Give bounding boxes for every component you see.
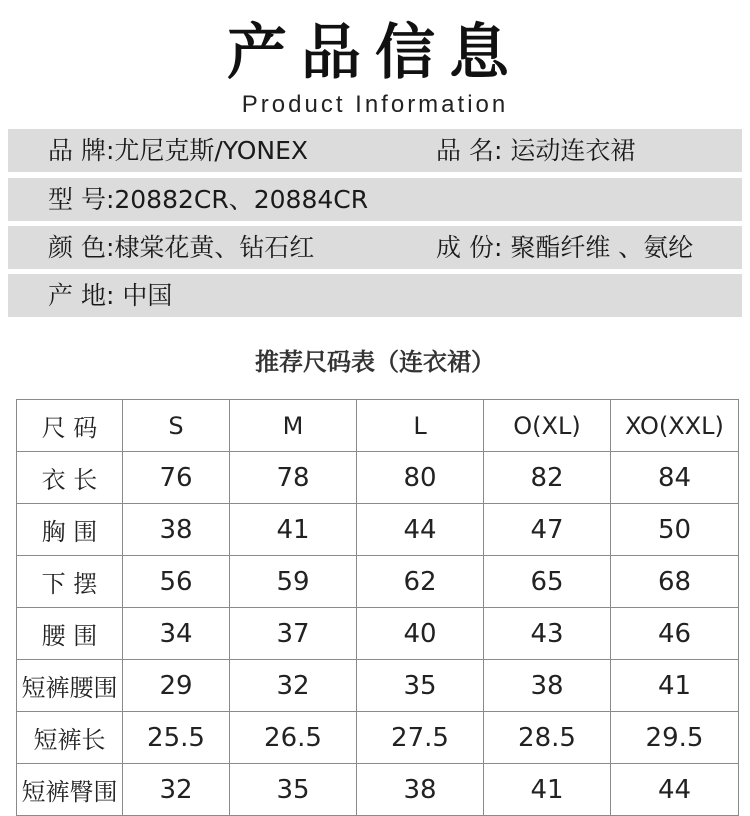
table-cell: 41 xyxy=(230,504,357,556)
page-subtitle: Product Information xyxy=(241,91,509,118)
table-cell: 62 xyxy=(357,556,484,608)
brand-text: 品 牌:尤尼克斯/YONEX xyxy=(48,136,308,165)
table-cell: 27.5 xyxy=(357,712,484,764)
table-cell: 37 xyxy=(230,608,357,660)
table-cell: 46 xyxy=(611,608,739,660)
table-cell: 32 xyxy=(123,764,230,816)
table-cell: 65 xyxy=(484,556,611,608)
header-cell: 尺 码 xyxy=(17,400,123,452)
table-cell: 50 xyxy=(611,504,739,556)
header-cell: S xyxy=(123,400,230,452)
size-chart-table xyxy=(16,399,739,816)
table-cell: 28.5 xyxy=(484,712,611,764)
origin-text: 产 地: 中国 xyxy=(48,281,173,310)
table-row xyxy=(17,504,739,556)
table-row xyxy=(17,608,739,660)
table-row xyxy=(17,712,739,764)
material-text: 成 份: 聚酯纤维 、氨纶 xyxy=(436,233,694,262)
table-cell: 40 xyxy=(357,608,484,660)
header-cell: XO(XXL) xyxy=(611,400,739,452)
table-cell: 47 xyxy=(484,504,611,556)
header-cell: L xyxy=(357,400,484,452)
table-cell: 29.5 xyxy=(611,712,739,764)
table-cell: 34 xyxy=(123,608,230,660)
info-row-brand xyxy=(8,129,742,172)
table-cell: 35 xyxy=(357,660,484,712)
table-cell: 44 xyxy=(357,504,484,556)
row-label-cell: 下 摆 xyxy=(17,556,123,608)
table-row xyxy=(17,556,739,608)
table-cell: 68 xyxy=(611,556,739,608)
size-chart-title: 推荐尺码表（连衣裙） xyxy=(255,348,495,376)
table-cell: 41 xyxy=(484,764,611,816)
table-cell: 35 xyxy=(230,764,357,816)
table-cell: 84 xyxy=(611,452,739,504)
table-cell: 80 xyxy=(357,452,484,504)
table-row xyxy=(17,764,739,816)
header-cell: O(XL) xyxy=(484,400,611,452)
table-cell: 78 xyxy=(230,452,357,504)
row-label-cell: 短裤长 xyxy=(17,712,123,764)
info-row-color xyxy=(8,226,742,269)
table-cell: 26.5 xyxy=(230,712,357,764)
table-cell: 43 xyxy=(484,608,611,660)
color-text: 颜 色:棣棠花黄、钻石红 xyxy=(48,233,315,262)
table-cell: 38 xyxy=(484,660,611,712)
table-cell: 76 xyxy=(123,452,230,504)
row-label-cell: 腰 围 xyxy=(17,608,123,660)
table-header-row xyxy=(17,400,739,452)
table-cell: 38 xyxy=(123,504,230,556)
table-cell: 38 xyxy=(357,764,484,816)
header-cell: M xyxy=(230,400,357,452)
model-text: 型 号:20882CR、20884CR xyxy=(48,185,369,214)
info-row-origin xyxy=(8,274,742,317)
row-label-cell: 短裤腰围 xyxy=(17,660,123,712)
table-cell: 41 xyxy=(611,660,739,712)
table-cell: 29 xyxy=(123,660,230,712)
table-cell: 59 xyxy=(230,556,357,608)
table-row xyxy=(17,452,739,504)
table-cell: 44 xyxy=(611,764,739,816)
row-label-cell: 衣 长 xyxy=(17,452,123,504)
table-cell: 82 xyxy=(484,452,611,504)
page-title: 产品信息 xyxy=(227,18,523,88)
table-cell: 25.5 xyxy=(123,712,230,764)
row-label-cell: 胸 围 xyxy=(17,504,123,556)
row-label-cell: 短裤臀围 xyxy=(17,764,123,816)
product-name-text: 品 名: 运动连衣裙 xyxy=(436,136,636,165)
table-row xyxy=(17,660,739,712)
info-row-model xyxy=(8,178,742,221)
table-cell: 32 xyxy=(230,660,357,712)
table-cell: 56 xyxy=(123,556,230,608)
